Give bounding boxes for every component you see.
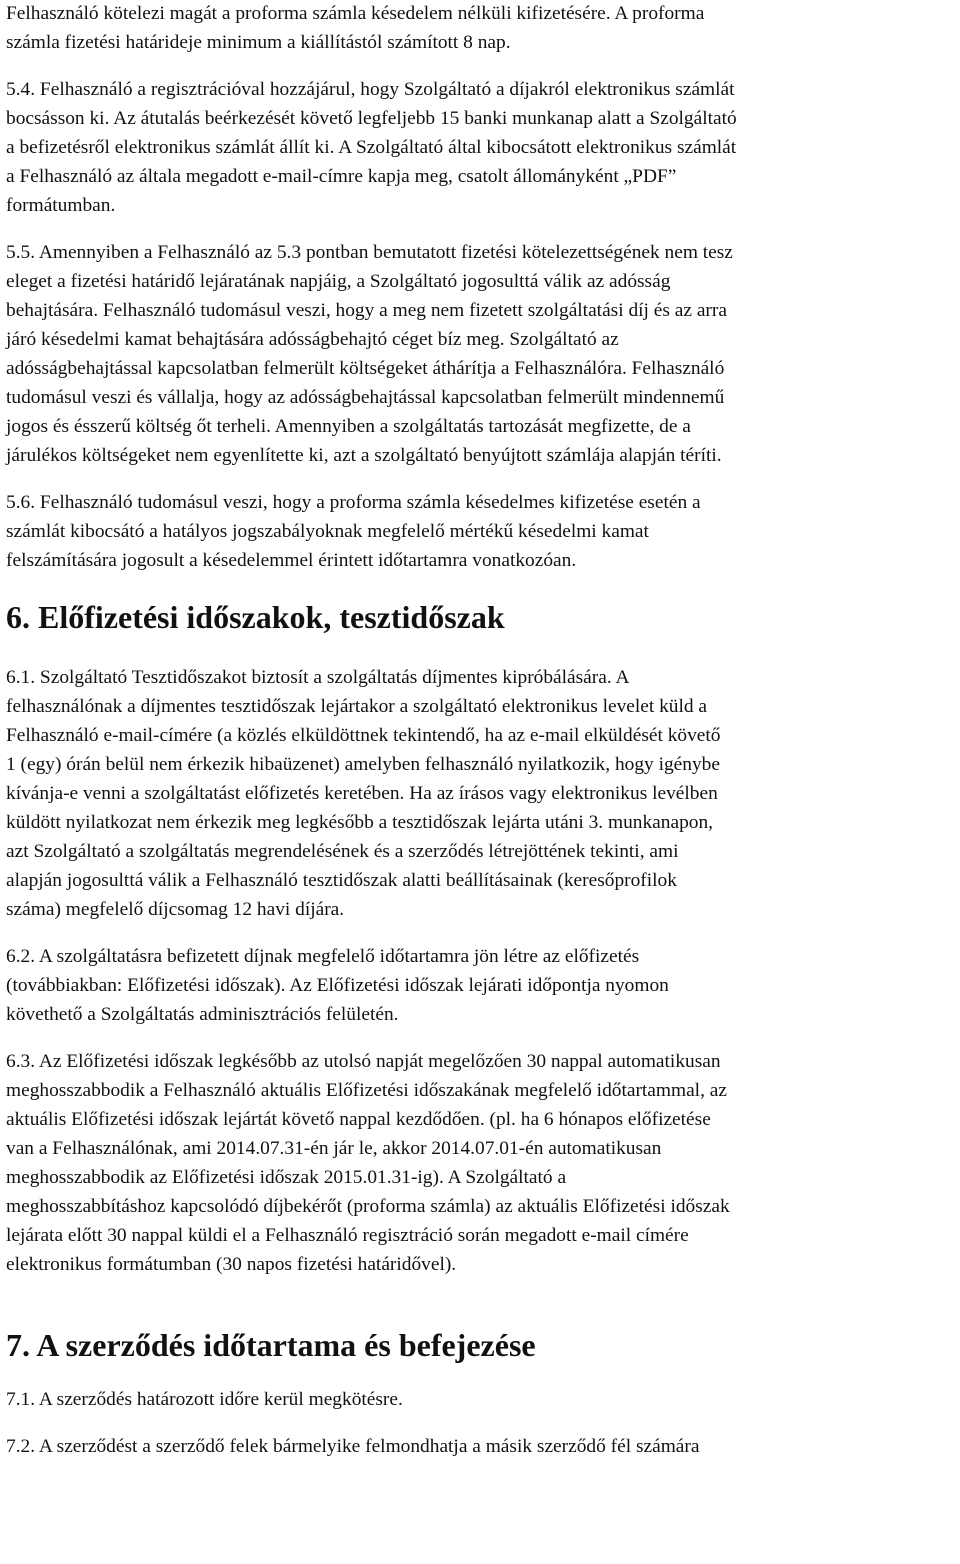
spacer bbox=[6, 924, 956, 942]
paragraph-6-3: 6.3. Az Előfizetési időszak legkésőbb az utolsó napját megelőzően 30 nappal automatikusan meghosszabbodik a Felhasználó aktuális Előfizetési időszakának megfelelő időtartammal, az aktuális Előfizetési időszak lejártát követő nappal kezdődően. (pl. ha 6 hónapos előfizetése van a Felhasználónak, ami 2014.07.31-én jár le, akkor 2014.07.01-én automatikusan meghosszabbodik az Előfizetési időszak 2015.01.31-ig). A Szolgáltató a meghosszabbításhoz kapcsolódó díjbekérőt (proforma számla) az aktuális Előfizetési időszak lejárata előtt 30 nappal küldi el a Felhasználó regisztráció során megadott e-mail címére elektronikus formátumban (30 napos fizetési határidővel). bbox=[6, 1051, 730, 1275]
document-page bbox=[6, 0, 956, 1461]
section-heading-7: 7. A szerződés időtartama és befejezése bbox=[6, 1327, 536, 1363]
paragraph-proforma-payment: Felhasználó kötelezi magát a proforma számla késedelem nélküli kifizetésére. A proforma számla fizetési határideje minimum a kiállítástól számított 8 nap. bbox=[6, 3, 705, 53]
spacer bbox=[6, 637, 956, 663]
spacer bbox=[6, 1365, 956, 1385]
spacer bbox=[6, 470, 956, 488]
spacer bbox=[6, 1029, 956, 1047]
spacer bbox=[6, 1279, 956, 1325]
paragraph-7-1: 7.1. A szerződés határozott időre kerül megkötésre. bbox=[6, 1389, 403, 1410]
paragraph-5-4: 5.4. Felhasználó a regisztrációval hozzájárul, hogy Szolgáltató a díjakról elektronikus számlát bocsásson ki. Az átutalás beérkezését követő legfeljebb 15 banki munkanap alatt a Szolgáltató a befizetésről elektronikus számlát állít ki. A Szolgáltató által kibocsátott elektronikus számlát a Felhasználó az általa megadott e-mail-címre kapja meg, csatolt állományként „PDF” formátumban. bbox=[6, 79, 737, 216]
section-heading-6: 6. Előfizetési időszakok, tesztidőszak bbox=[6, 599, 505, 635]
spacer bbox=[6, 220, 956, 238]
spacer bbox=[6, 1414, 956, 1432]
paragraph-6-2: 6.2. A szolgáltatásra befizetett díjnak megfelelő időtartamra jön létre az előfizetés (továbbiakban: Előfizetési időszak). Az Előfizetési időszak lejárati időpontja nyomon követhető a Szolgáltatás adminisztrációs felületén. bbox=[6, 946, 669, 1025]
spacer bbox=[6, 57, 956, 75]
spacer bbox=[6, 575, 956, 597]
paragraph-7-2: 7.2. A szerződést a szerződő felek bármelyike felmondhatja a másik szerződő fél számára bbox=[6, 1436, 700, 1457]
paragraph-5-5: 5.5. Amennyiben a Felhasználó az 5.3 pontban bemutatott fizetési kötelezettségének nem tesz eleget a fizetési határidő lejáratának napjáig, a Szolgáltató jogosulttá válik az adósság behajtására. Felhasználó tudomásul veszi, hogy a meg nem fizetett szolgáltatási díj és az arra járó késedelmi kamat behajtására adósságbehajtó céget bíz meg. Szolgáltató az adósságbehajtással kapcsolatban felmerült költségeket áthárítja a Felhasználóra. Felhasználó tudomásul veszi és vállalja, hogy az adósságbehajtással kapcsolatban felmerült mindennemű jogos és ésszerű költség őt terheli. Amennyiben a szolgáltatás tartozását megfizette, de a járulékos költségeket nem egyenlítette ki, azt a szolgáltató benyújtott számlája alapján téríti. bbox=[6, 242, 733, 466]
paragraph-6-1: 6.1. Szolgáltató Tesztidőszakot biztosít a szolgáltatás díjmentes kipróbálására. A felhasználónak a díjmentes tesztidőszak lejártakor a szolgáltató elektronikus levelet küld a Felhasználó e-mail-címére (a közlés elküldöttnek tekintendő, ha az e-mail elküldését követő 1 (egy) órán belül nem érkezik hibaüzenet) amelyben felhasználó nyilatkozik, hogy igénybe kívánja-e venni a szolgáltatást előfizetés keretében. Ha az írásos vagy elektronikus levélben küldött nyilatkozat nem érkezik meg legkésőbb a tesztidőszak lejárta utáni 3. munkanapon, azt Szolgáltató a szolgáltatás megrendelésének és a szerződés létrejöttének tekinti, ami alapján jogosulttá válik a Felhasználó tesztidőszak alatti beállításainak (keresőprofilok száma) megfelelő díjcsomag 12 havi díjára. bbox=[6, 667, 721, 920]
paragraph-5-6: 5.6. Felhasználó tudomásul veszi, hogy a proforma számla késedelmes kifizetése esetén a számlát kibocsátó a hatályos jogszabályoknak megfelelő mértékű késedelmi kamat felszámítására jogosult a késedelemmel érintett időtartamra vonatkozóan. bbox=[6, 492, 701, 571]
